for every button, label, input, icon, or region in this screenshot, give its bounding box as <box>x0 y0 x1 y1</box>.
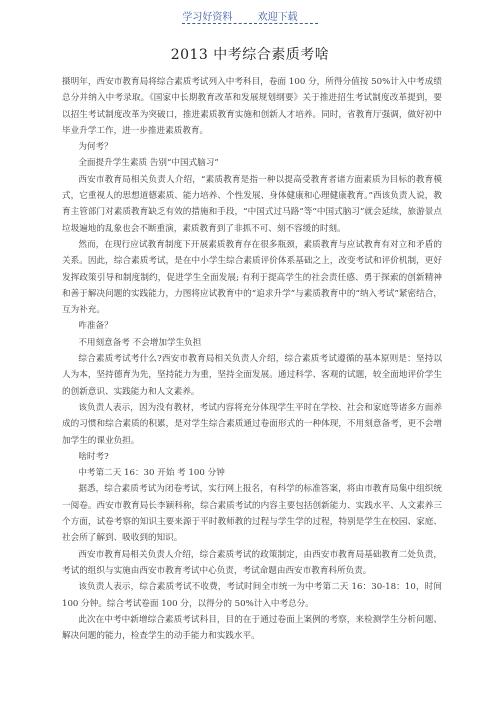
body-paragraph: 综合素质考试考什么?西安市教育局相关负责人介绍，综合素质考试遵循的基本原则是：坚持以人为本，坚持德育为先，坚持能力为重，坚持全面发展。通过科学、客观的试题，较全面地评价学生的创新意识、实践能力和人文素养。 <box>62 354 442 397</box>
body-paragraph: 该负责人表示，综合素质考试不收费，考试时间全市统一为中考第二天 16：30-18：10，时间100 分钟。综合考试卷面 100 分，以得分的 50%计入中考总分。 <box>62 582 442 609</box>
article-title: 2013 中考综合素质考啥 <box>170 47 330 63</box>
body-paragraph: 然而，在现行应试教育制度下开展素质教育存在很多瓶颈，素质教育与应试教育有对立和矛盾的关系。因此，综合素质考试，是在中小学生综合素质评价体系基础之上，改变考试和评价机制，更好发挥政策引导和制度制约，促进学生全面发展; 有利于提高学生的社会责任感、勇于探索的创新精神和善于解决问题的实践能力，力图将应试教育中的“追求升学”与素质教育中的“纳入考试”紧密结合，互为补充。 <box>62 239 442 316</box>
section-subheading: 中考第二天 16：30 开始 考 100 分钟 <box>78 468 225 479</box>
body-paragraph: 此次在中考中新增综合素质考试科目，目的在于通过卷面上案例的考察，来检测学生分析问题、解决问题的能力，检查学生的动手能力和实践水平。 <box>62 614 442 642</box>
section-heading-why: 为何考？ <box>78 142 113 153</box>
section-subheading: 全面提升学生素质 告别“中国式脑习” <box>78 158 219 169</box>
body-paragraph: 西安市教育局相关负责人介绍，综合素质考试的政策制定，由西安市教育局基础教育二处负责，考试的组织与实施由西安市教育考试中心负责，考试命题由西安市教育科所负责。 <box>62 549 442 576</box>
intro-paragraph: 摄明年，西安市教育局将综合素质考试列入中考科目，卷面 100 分，所得分值按 50%计入中考成绩总分并纳入中考录取。《国家中长期教育改革和发展规划纲要》关于推进招生考试制度改革提到，要以招生考试制度改革为突破口，推进素质教育实施和创新人才培养。同时，省教育厅强调，做好初中毕业升学工作，进一步推进素质教育。 <box>62 77 442 136</box>
section-heading-when: 啥时考? <box>78 451 109 462</box>
header-link-study-materials[interactable]: 学习好资料 <box>182 8 252 24</box>
page-header <box>0 8 500 24</box>
body-paragraph: 西安市教育局相关负责人介绍，“素质教育是指一种以提高受教育者诸方面素质为目标的教育模式，它重视人的思想道德素质、能力培养、个性发展、身体健康和心理健康教育。”西该负责人说，教育主管部门对素质教育缺乏有效的措施和手段，“中国式过马路”等“中国式脑习”就会延续，旅游景点垃圾遍地的乱象也会不断重演，素质教育到了非抓不可、刻不容缓的时刻。 <box>62 174 442 234</box>
header-link-download[interactable]: 欢迎下载 <box>254 8 318 24</box>
body-paragraph: 该负责人表示，因为没有教材，考试内容将充分体现学生平时在学校、社会和家庭等诸多方面养成的习惯和综合素质的积累，是对学生综合素质通过卷面形式的一种体现，不用刻意备考，更不会增加学生的课业负担。 <box>62 402 442 446</box>
section-heading-prepare: 咋准备？ <box>78 321 113 332</box>
body-paragraph: 据悉，综合素质考试为闭卷考试，实行网上报名，有科学的标准答案，将由市教育局集中组织统一阅卷。西安市教育局长李颖科称，综合素质考试的内容主要包括创新能力、实践水平、人文素养三个方面，试卷考察的知识主要来源于平时教师教的过程与学生学的过程，特别是学生在校园、家庭、社会所了解到、吸收到的知识。 <box>62 484 442 544</box>
article-body <box>62 74 442 644</box>
section-subheading: 不用刻意备考 不会增加学生负担 <box>78 337 202 348</box>
